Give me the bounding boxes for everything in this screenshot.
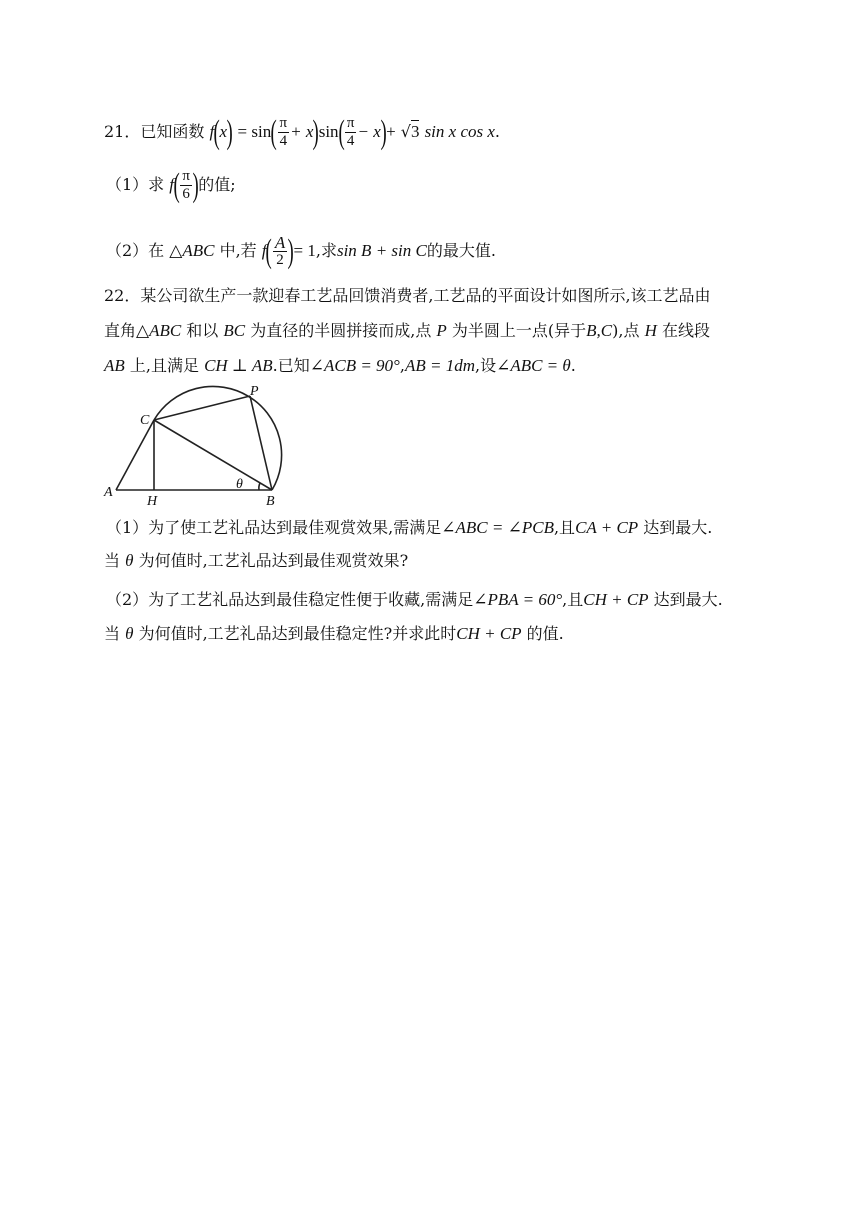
- q21-func: f: [209, 122, 215, 141]
- label-b: B: [266, 494, 275, 509]
- q22-line3: [104, 356, 576, 376]
- q21-eq-sin: = sin: [237, 122, 272, 141]
- paren-left: (: [173, 166, 180, 204]
- point-h: H: [644, 321, 657, 340]
- text: 为半圆上一点(异于: [451, 321, 587, 340]
- comma: ,: [399, 356, 405, 375]
- paren-right: ): [287, 232, 294, 270]
- fraction-pi-over-4: [345, 115, 357, 150]
- sin: sin: [318, 122, 339, 141]
- label-a: A: [104, 485, 113, 500]
- denominator: 2: [276, 252, 284, 268]
- part2-label: （2）在: [106, 241, 165, 260]
- text: 当: [104, 624, 121, 643]
- text: 和以: [186, 321, 219, 340]
- paren-right: ): [226, 113, 233, 151]
- ab-length: AB = 1dm: [404, 356, 475, 375]
- part1-label: （1）求: [106, 175, 165, 194]
- part2-qiu: ,求: [315, 241, 337, 260]
- numerator: π: [346, 115, 355, 131]
- text: .已知: [272, 356, 310, 375]
- q22-line1-text: 某公司欲生产一款迎春工艺品回馈消费者,工艺品的平面设计如图所示,该工艺品由: [140, 286, 711, 305]
- triangle-abc: △ABC: [136, 321, 182, 340]
- sqrt-radicand: 3: [410, 122, 420, 141]
- text: ,且: [553, 518, 576, 537]
- q22-line2: [104, 321, 710, 341]
- text: 为何值时,工艺礼品达到最佳稳定性?并求此时: [138, 624, 457, 643]
- denominator: 4: [346, 133, 355, 149]
- part1-tail: 的值;: [198, 175, 236, 194]
- triangle-abc: △ABC: [169, 241, 215, 260]
- minus-x: − x: [357, 122, 381, 141]
- sin-x-cos-x: sin x cos x: [424, 122, 495, 141]
- semicircle-arc: [154, 386, 282, 490]
- fraction-pi-over-6: [180, 168, 192, 203]
- label-c: C: [140, 413, 150, 428]
- q21-intro: 已知函数: [140, 122, 205, 141]
- fraction-pi-over-4: [278, 115, 290, 150]
- sinb-plus-sinc: sin B + sin C: [336, 241, 427, 260]
- angle-arc: [259, 483, 260, 490]
- segment-bc: BC: [223, 321, 246, 340]
- segment-ac-line: [116, 420, 154, 490]
- geometry-figure: [100, 382, 300, 510]
- text: ),点: [612, 321, 640, 340]
- point-p: P: [436, 321, 447, 340]
- text: （2）为了工艺礼品达到最佳稳定性便于收藏,需满足: [106, 590, 474, 609]
- segment-cp-line: [154, 396, 250, 420]
- ch-plus-cp: CH + CP: [456, 624, 522, 643]
- q21-part2: [106, 234, 496, 269]
- text: 当: [104, 551, 121, 570]
- paren-left: (: [266, 232, 273, 270]
- theta: θ: [125, 624, 134, 643]
- func-f: f: [169, 175, 175, 194]
- paren-left: (: [338, 113, 345, 151]
- theta: θ: [125, 551, 134, 570]
- paren-right: ): [192, 166, 199, 204]
- text: 在线段: [661, 321, 710, 340]
- text: ,且: [562, 590, 584, 609]
- period: .: [494, 122, 500, 141]
- denominator: 6: [182, 186, 190, 202]
- q22-line1: [104, 286, 711, 306]
- q21-number: 21．: [104, 122, 141, 141]
- part2-tail: 的最大值.: [426, 241, 496, 260]
- segment-ab: AB: [104, 356, 125, 375]
- points-bc: B,C: [586, 321, 613, 340]
- q21-arg: x: [219, 122, 228, 141]
- q22-sub1-line1: [106, 518, 712, 538]
- angle-abc-theta: ∠ABC = θ: [496, 356, 571, 375]
- segment-cb-line: [154, 420, 272, 490]
- fraction-a-over-2: [273, 234, 287, 269]
- angle-equality: ∠ABC = ∠PCB: [441, 518, 554, 537]
- paren-right: ): [380, 113, 387, 151]
- label-p: P: [250, 384, 259, 399]
- denominator: 4: [279, 133, 288, 149]
- ch-plus-cp: CH + CP: [583, 590, 649, 609]
- q21-part1: [106, 168, 236, 203]
- paren-right: ): [312, 113, 320, 151]
- period: .: [570, 356, 576, 375]
- sqrt-sign: √: [400, 122, 411, 141]
- q21-statement: [104, 115, 500, 150]
- q22-sub2-line2: [104, 624, 564, 644]
- label-theta: θ: [236, 477, 243, 492]
- text: 为何值时,工艺礼品达到最佳观赏效果?: [138, 551, 409, 570]
- angle-pba: ∠PBA = 60°: [473, 590, 563, 609]
- paren-left: (: [270, 113, 277, 151]
- text: 达到最大.: [643, 518, 713, 537]
- segment-pb-line: [250, 396, 272, 490]
- text: 的值.: [526, 624, 564, 643]
- text: 上,且满足: [129, 356, 199, 375]
- plus-sign: +: [386, 122, 396, 141]
- numerator: π: [279, 115, 288, 131]
- text: （1）为了使工艺礼品达到最佳观赏效果,需满足: [106, 518, 442, 537]
- equals-one: = 1: [293, 241, 316, 260]
- numerator: π: [182, 168, 190, 184]
- text: ,设: [474, 356, 497, 375]
- q22-sub2-line1: [106, 590, 723, 610]
- plus-x: + x: [290, 122, 314, 141]
- func-f: f: [261, 241, 267, 260]
- part2-mid: 中,若: [219, 241, 257, 260]
- text: 为直径的半圆拼接而成,点: [250, 321, 432, 340]
- label-h: H: [147, 494, 158, 509]
- numerator: A: [274, 233, 286, 252]
- ch-perp-ab: CH ⊥ AB: [204, 356, 273, 375]
- q22-sub1-line2: [104, 551, 408, 571]
- angle-acb: ∠ACB = 90°: [309, 356, 400, 375]
- paren-left: (: [213, 113, 220, 151]
- q22-number: 22．: [104, 286, 141, 305]
- ca-plus-cp: CA + CP: [575, 518, 639, 537]
- text: 达到最大.: [653, 590, 723, 609]
- text: 直角: [104, 321, 137, 340]
